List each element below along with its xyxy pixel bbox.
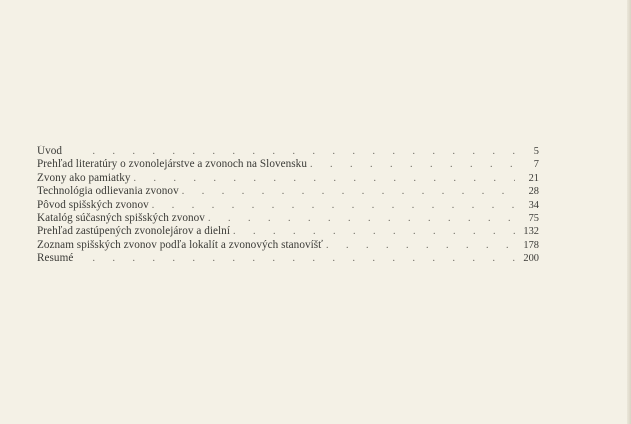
toc-dot-leader xyxy=(208,212,515,225)
toc-entry xyxy=(37,158,539,171)
toc-entry xyxy=(37,225,539,238)
toc-entry-title: Zvony ako pamiatky xyxy=(37,171,131,184)
toc-entry-title: Zoznam spišských zvonov podľa lokalít a zvonových stanovíšť xyxy=(37,238,324,251)
toc-entry xyxy=(37,199,539,212)
toc-entry-page: 178 xyxy=(523,239,539,251)
toc-entry-title: Technológia odlievania zvonov xyxy=(37,185,179,198)
toc-entry-page: 7 xyxy=(533,159,539,171)
toc-entry-title: Prehľad zastúpených zvonolejárov a dielní xyxy=(37,225,230,238)
toc-entry-page: 28 xyxy=(528,186,539,198)
toc-dot-leader xyxy=(76,252,515,265)
toc-entry xyxy=(37,185,539,198)
toc-dot-leader xyxy=(326,239,515,252)
toc-dot-leader xyxy=(134,172,516,185)
toc-entry xyxy=(37,252,539,265)
toc-dot-leader xyxy=(65,145,515,158)
toc-entry xyxy=(37,172,539,185)
page-edge xyxy=(627,0,631,424)
toc-entry xyxy=(37,212,539,225)
toc-entry-page: 34 xyxy=(528,199,539,211)
toc-dot-leader xyxy=(182,185,515,198)
toc-entry-page: 132 xyxy=(523,226,539,238)
toc-entry xyxy=(37,239,539,252)
toc-entry-title: Resumé xyxy=(37,252,74,265)
toc-entry-title: Katalóg súčasných spišských zvonov xyxy=(37,211,205,224)
toc-entry-page: 75 xyxy=(528,212,539,224)
toc-entry-title: Prehľad literatúry o zvonolejárstve a zvonoch na Slovensku xyxy=(37,158,307,171)
toc-entry-title: Pôvod spišských zvonov xyxy=(37,198,149,211)
toc-entry xyxy=(37,145,539,158)
toc-dot-leader xyxy=(152,199,515,212)
toc-entry-title: Úvod xyxy=(37,145,63,157)
toc-entry-page: 5 xyxy=(533,146,539,157)
table-of-contents xyxy=(37,145,539,266)
toc-entry-page: 21 xyxy=(528,172,539,184)
toc-dot-leader xyxy=(233,225,515,238)
toc-dot-leader xyxy=(310,158,515,171)
toc-entry-page: 200 xyxy=(523,253,539,265)
